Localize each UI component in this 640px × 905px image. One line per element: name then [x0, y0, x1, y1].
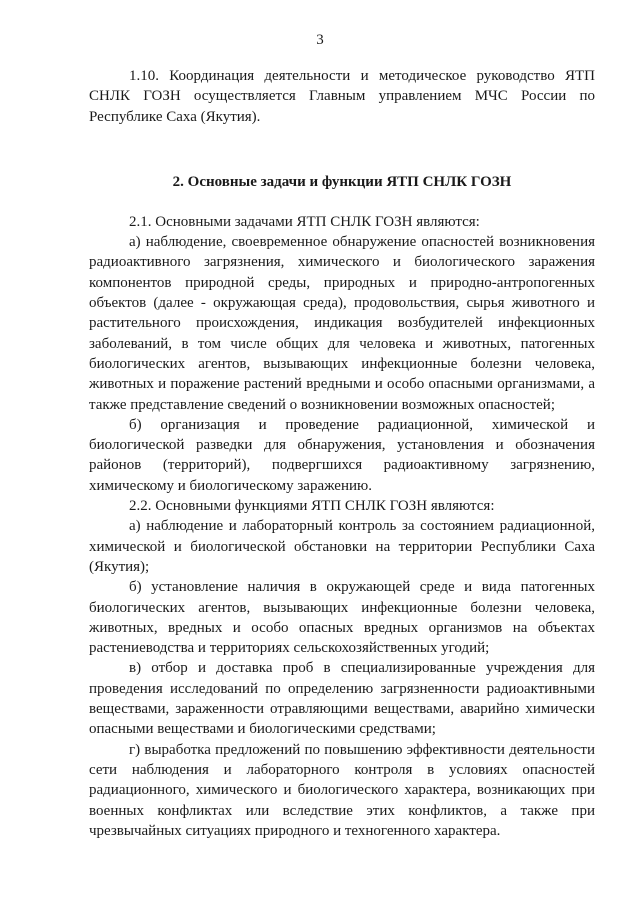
- paragraph-2-1: 2.1. Основными задачами ЯТП СНЛК ГОЗН являются:: [129, 213, 480, 230]
- section-heading: 2. Основные задачи и функции ЯТП СНЛК ГОЗН: [172, 173, 512, 190]
- paragraph-2-2-v: в) отбор и доставка проб в специализированные учреждения для проведения исследований по определению загрязненности радиоактивными веществами, зараженности отравляющими веществами, аварийно химически опасными веществами и биологическими средствами;: [89, 660, 595, 738]
- paragraph-2-1-a: а) наблюдение, своевременное обнаружение опасностей возникновения радиоактивного загрязнения, химического и биологического заражения компонентов природной среды, природных и природно-антропогенных объектов (далее - окружающая среда), продовольствия, сырья животного и растительного происхождения, индикация возбудителей инфекционных заболеваний, в том числе общих для человека и животных, патогенных биологических агентов, вызывающих инфекционные болезни человека, животных и поражение растений вредными и особо опасными организмами, а также представление сведений о возникновении возможных опасностей;: [89, 234, 595, 413]
- paragraph-2-1-b: б) организация и проведение радиационной, химической и биологической разведки для обнаружения, установления и обозначения районов (территорий), подвергшихся радиоактивному загрязнению, химическому и биологическому заражению.: [89, 416, 595, 494]
- document-body: [89, 66, 595, 841]
- page-number: 3: [316, 32, 324, 48]
- paragraph-1-10: 1.10. Координация деятельности и методическое руководство ЯТП СНЛК ГОЗН осуществляется Главным управлением МЧС России по Республике Саха (Якутия).: [89, 68, 595, 125]
- paragraph-2-2-g: г) выработка предложений по повышению эффективности деятельности сети наблюдения и лабораторного контроля в условиях опасностей радиационного, химического и биологического характера, возникающих при военных конфликтах или вследствие этих конфликтов, а также при чрезвычайных ситуациях природного и техногенного характера.: [89, 741, 595, 839]
- paragraph-2-2: 2.2. Основными функциями ЯТП СНЛК ГОЗН являются:: [129, 498, 495, 515]
- paragraph-2-2-a: а) наблюдение и лабораторный контроль за состоянием радиационной, химической и биологической обстановки на территории Республики Саха (Якутия);: [89, 518, 595, 575]
- paragraph-2-2-b: б) установление наличия в окружающей среде и вида патогенных биологических агентов, вызывающих инфекционные болезни человека, животных, вредных и особо опасных вредных организмов на объектах растениеводства и территориях сельскохозяйственных угодий;: [89, 579, 595, 657]
